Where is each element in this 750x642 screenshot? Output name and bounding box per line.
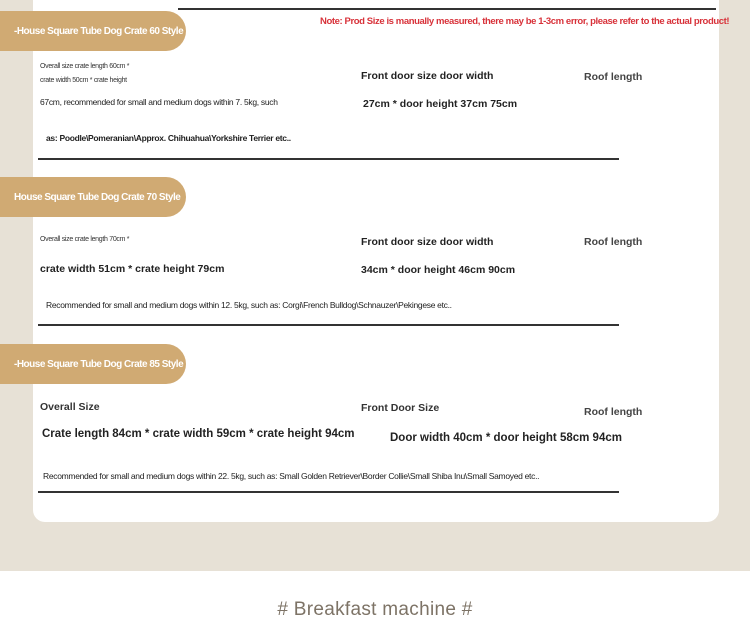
section-60-overall-line2: crate width 50cm * crate height xyxy=(40,77,127,84)
section-60-overall-line1: Overall size crate length 60cm * xyxy=(40,63,130,70)
section-85-title: -House Square Tube Dog Crate 85 Style xyxy=(0,344,186,384)
section-70-overall-line2: crate width 51cm * crate height 79cm xyxy=(40,263,225,275)
section-60-roof-label: Roof length xyxy=(584,71,643,83)
section-85-overall-value: Crate length 84cm * crate width 59cm * crate height 94cm xyxy=(42,428,355,440)
section-70-roof-label: Roof length xyxy=(584,236,643,248)
section-70-title: House Square Tube Dog Crate 70 Style xyxy=(0,177,186,217)
section-60-door-value: 27cm * door height 37cm 75cm xyxy=(363,98,518,110)
section-85-overall-label: Overall Size xyxy=(40,401,100,413)
section-70-door-value: 34cm * door height 46cm 90cm xyxy=(361,264,516,276)
measurement-note: Note: Prod Size is manually measured, there may be 1-3cm error, please refer to the actual product! xyxy=(320,16,730,27)
section-85-door-label: Front Door Size xyxy=(361,402,440,414)
section-70-divider xyxy=(38,324,619,326)
section-85-divider xyxy=(38,491,619,493)
section-85-recommend: Recommended for small and medium dogs within 22. 5kg, such as: Small Golden Retriever\Border Collie\Small Shiba Inu\Small Samoyed etc.. xyxy=(43,471,540,481)
section-60-door-label: Front door size door width xyxy=(361,70,494,82)
section-60-overall-line4: as: Poodle\Pomeranian\Approx. Chihuahua\Yorkshire Terrier etc.. xyxy=(46,133,291,143)
section-70-recommend: Recommended for small and medium dogs within 12. 5kg, such as: Corgi\French Bulldog\Schnauzer\Pekingese etc.. xyxy=(46,300,452,310)
section-85-roof-label: Roof length xyxy=(584,406,643,418)
section-60-overall-line3: 67cm, recommended for small and medium dogs within 7. 5kg, such xyxy=(40,97,278,107)
section-60-title: -House Square Tube Dog Crate 60 Style xyxy=(0,11,186,51)
section-85-door-value: Door width 40cm * door height 58cm 94cm xyxy=(390,432,622,444)
section-70-door-label: Front door size door width xyxy=(361,236,494,248)
footer-caption: # Breakfast machine # xyxy=(277,599,473,620)
top-divider xyxy=(178,8,716,10)
section-70-overall-line1: Overall size crate length 70cm * xyxy=(40,236,130,243)
section-60-divider xyxy=(38,158,619,160)
